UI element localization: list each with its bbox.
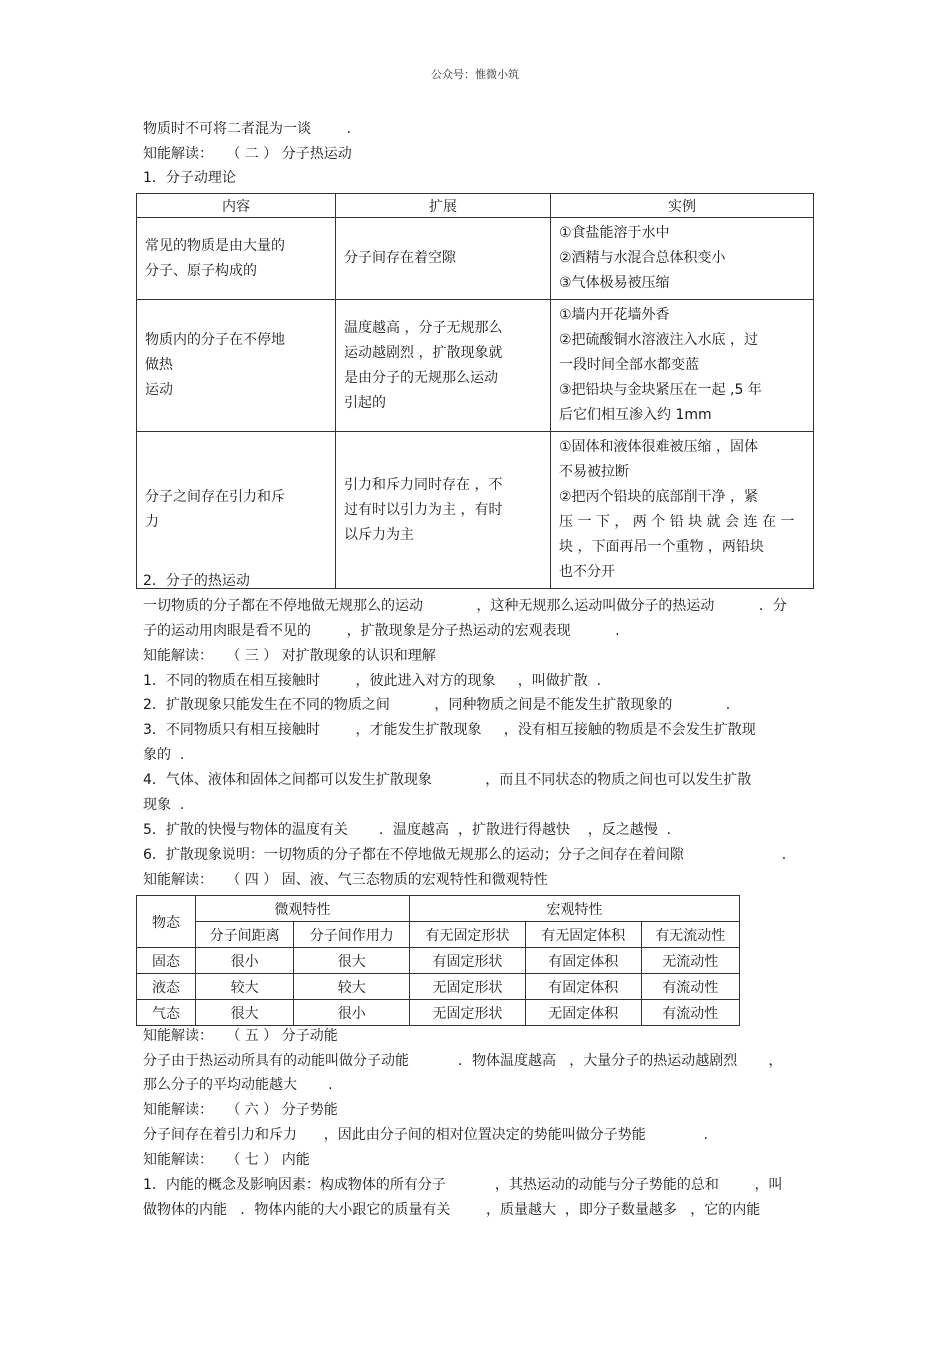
list-item: 5．扩散的快慢与物体的温度有关 ．温度越高 ，扩散进行得越快 ，反之越慢 . [143,822,672,838]
cell-line: 不易被拉断 [559,464,629,480]
table-header-row [137,896,740,922]
text-line: 物质时不可将二者混为一谈 . [143,121,352,137]
table-header-cell: 宏观特性 [410,896,740,922]
table-cell [551,432,814,589]
cell-line: ②酒精与水混合总体积变小 [559,250,726,266]
list-item-cont: 现象 . [143,797,185,813]
table-header-row [137,194,814,218]
cell-line: ②把硫酸铜水溶液注入水底 ，过 [559,332,759,348]
cell-line: 物质内的分子在不停地 [145,332,285,348]
table-cell [137,218,336,300]
table-cell: 有固定体积 [525,974,641,1000]
table-cell: 液态 [137,974,196,1000]
table-header-cell: 内容 [137,194,336,218]
table-row [137,948,740,974]
cell-line: ②把丙个铅块的底部削干净 ，紧 [559,489,759,505]
table-header-cell: 物态 [137,896,196,948]
text-line: 一切物质的分子都在不停地做无规那么的运动 ，这种无规那么运动叫做分子的热运动 ．分 [143,598,787,614]
cell-line: 分子间存在着空隙 [344,250,456,266]
cell-line: 分子之间存在引力和斥 [145,489,285,505]
table-cell: 很大 [196,1000,294,1026]
table-cell [336,432,551,589]
cell-line: 引力和斥力同时存在 ，不 [344,476,503,493]
table-cell: 较大 [196,974,294,1000]
table-header-cell: 有无流动性 [641,922,739,948]
cell-line: 做热 [145,357,173,373]
cell-line: ③气体极易被压缩 [559,275,670,291]
cell-line: 后它们相互渗入约 1mm [559,407,712,423]
list-item: 6．扩散现象说明：一切物质的分子都在不停地做无规那么的运动；分子之间存在着间隙 . [143,847,787,863]
cell-line: 也不分开 [559,564,615,580]
table-header-cell: 微观特性 [196,896,410,922]
table-subheader-row [137,922,740,948]
table-cell: 无流动性 [641,948,739,974]
table-cell [336,300,551,432]
matter-states-table [136,895,740,1026]
list-item: 1．不同的物质在相互接触时 ，彼此进入对方的现象 ，叫做扩散 . [143,673,602,689]
cell-line: 一段时间全部水都变蓝 [559,357,699,373]
section-heading: 知能解读： （ 三 ） 对扩散现象的认识和理解 [143,648,436,664]
table-cell: 有流动性 [641,974,739,1000]
cell-line: 运动越剧烈 ，扩散现象就 [344,344,503,361]
cell-line: 过有时以引力为主 ，有时 [344,501,503,518]
table-cell: 很大 [294,948,410,974]
table-row [137,218,814,300]
cell-line: 运动 [145,382,173,398]
text-line: 子的运动用肉眼是看不见的 ，扩散现象是分子热运动的宏观表现 . [143,623,620,639]
cell-line: ①固体和液体很难被压缩 ，固体 [559,439,759,455]
list-item: 2．扩散现象只能发生在不同的物质之间 ，同种物质之间是不能发生扩散现象的 . [143,697,731,713]
section-heading: 知能解读： （ 四 ） 固、液、气三态物质的宏观特性和微观特性 [143,872,548,888]
text-line: 分子由于热运动所具有的动能叫做分子动能 ．物体温度越高 ，大量分子的热运动越剧烈 ， [143,1053,783,1069]
table-cell: 较大 [294,974,410,1000]
cell-line: 是由分子的无规那么运动 [344,369,498,386]
table-header-cell: 分子间距离 [196,922,294,948]
molecular-theory-table [136,193,814,589]
subsection-heading: 1．分子动理论 [143,170,236,186]
table-cell [551,300,814,432]
table-header-cell: 有无固定形状 [410,922,526,948]
cell-line: 力 [145,514,159,530]
table-cell: 有固定体积 [525,948,641,974]
text-line: 那么分子的平均动能越大 . [143,1077,333,1093]
table-cell: 无固定体积 [525,1000,641,1026]
section-heading: 知能解读： （ 二 ） 分子热运动 [143,146,352,162]
section-heading: 知能解读： （ 七 ） 内能 [143,1152,310,1168]
cell-line: ①墙内开花墙外香 [559,307,670,323]
table-cell [137,432,336,589]
text-line: 做物体的内能 ．物体内能的大小跟它的质量有关 ，质量越大 ，即分子数量越多 ，它的内能 [143,1202,761,1218]
table-cell [551,218,814,300]
cell-line: 常见的物质是由大量的 [145,237,285,254]
table-cell [336,218,551,300]
table-cell: 气态 [137,1000,196,1026]
text-line: 分子间存在着引力和斥力 ，因此由分子间的相对位置决定的势能叫做分子势能 . [143,1127,709,1143]
cell-line: 温度越高 ，分子无规那么 [344,319,503,336]
section-heading: 知能解读： （ 五 ） 分子动能 [143,1028,338,1044]
list-item: 3．不同物质只有相互接触时 ，才能发生扩散现象 ，没有相互接触的物质是不会发生扩散现 [143,722,756,738]
section-heading: 知能解读： （ 六 ） 分子势能 [143,1102,338,1118]
cell-line: ③把铅块与金块紧压在一起 ,5 年 [559,382,762,398]
list-item: 4．气体、液体和固体之间都可以发生扩散现象 ，而且不同状态的物质之间也可以发生扩散 [143,772,752,788]
table-header-cell: 扩展 [336,194,551,218]
table-row [137,974,740,1000]
table-cell: 很小 [294,1000,410,1026]
cell-line: 压 一 下 ， 两 个 铅 块 就 会 连 在 一 [559,514,795,530]
table-row [137,432,814,589]
table-cell [137,300,336,432]
table-cell: 有固定形状 [410,948,526,974]
table-row [137,1000,740,1026]
table-row [137,300,814,432]
page-header: 公众号：惟微小筑 [431,68,519,81]
subsection-heading: 2．分子的热运动 [143,573,250,589]
table-header-cell: 有无固定体积 [525,922,641,948]
cell-line: 以斥力为主 [344,526,414,543]
cell-line: 分子、原子构成的 [145,262,257,279]
cell-line: 块 ，下面再吊一个重物 ，两铅块 [559,539,764,555]
table-header-cell: 分子间作用力 [294,922,410,948]
text-line: 1．内能的概念及影响因素：构成物体的所有分子 ，其热运动的动能与分子势能的总和 ，叫 [143,1177,783,1193]
table-cell: 固态 [137,948,196,974]
table-cell: 很小 [196,948,294,974]
table-cell: 无固定形状 [410,974,526,1000]
table-header-cell: 实例 [551,194,814,218]
table-cell: 无固定形状 [410,1000,526,1026]
cell-line: 引起的 [344,394,386,411]
list-item-cont: 象的 . [143,747,185,763]
table-cell: 有流动性 [641,1000,739,1026]
cell-line: ①食盐能溶于水中 [559,225,670,241]
